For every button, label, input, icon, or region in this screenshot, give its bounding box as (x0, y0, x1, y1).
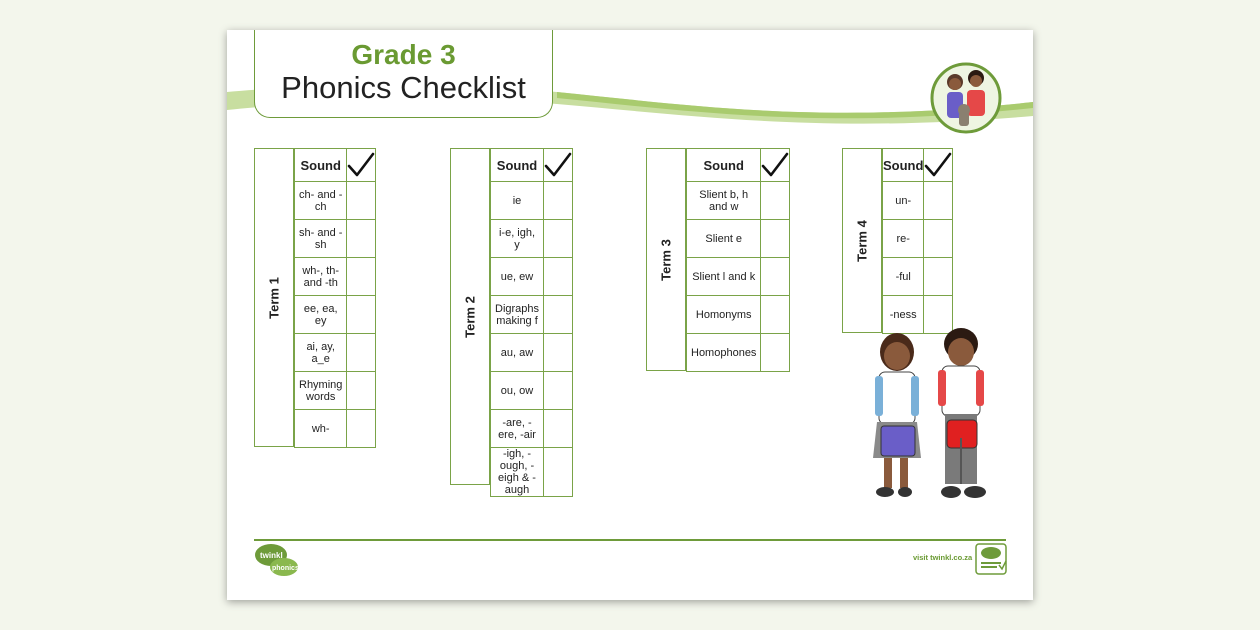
checkbox-cell[interactable] (544, 448, 573, 497)
sound-cell: Slient b, h and w (687, 182, 761, 220)
sound-cell: Slient l and k (687, 258, 761, 296)
term-2-label-cell (450, 148, 490, 485)
check-header (347, 149, 376, 182)
checkbox-cell[interactable] (924, 220, 953, 258)
checkbox-cell[interactable] (761, 220, 790, 258)
svg-text:phonics: phonics (272, 565, 299, 572)
sound-cell: i-e, igh, y (491, 220, 544, 258)
sound-cell: Homonyms (687, 296, 761, 334)
sound-cell: sh- and -sh (295, 220, 347, 258)
term-4-table (882, 148, 953, 334)
checkbox-cell[interactable] (347, 410, 376, 448)
twinkl-phonics-logo (254, 543, 304, 577)
check-header (544, 149, 573, 182)
term-2-table (490, 148, 573, 497)
checkbox-cell[interactable] (347, 220, 376, 258)
checkbox-cell[interactable] (347, 258, 376, 296)
checkbox-cell[interactable] (347, 334, 376, 372)
checkbox-cell[interactable] (924, 182, 953, 220)
checkbox-cell[interactable] (761, 334, 790, 372)
checkbox-cell[interactable] (924, 258, 953, 296)
sound-cell: Homophones (687, 334, 761, 372)
checkbox-cell[interactable] (544, 182, 573, 220)
sound-cell: -ness (883, 296, 924, 334)
tick-icon (544, 152, 572, 178)
kids-avatar-icon (930, 62, 1002, 134)
children-illustration (857, 326, 1001, 510)
quality-approved-badge-icon (975, 543, 1007, 575)
term-3-table (686, 148, 790, 372)
checkbox-cell[interactable] (761, 182, 790, 220)
sound-cell: ou, ow (491, 372, 544, 410)
sound-cell: wh-, th- and -th (295, 258, 347, 296)
checkbox-cell[interactable] (544, 334, 573, 372)
sound-cell: ai, ay, a_e (295, 334, 347, 372)
checkbox-cell[interactable] (347, 296, 376, 334)
footer-divider (254, 539, 1006, 541)
sound-cell: re- (883, 220, 924, 258)
sound-header: Sound (295, 149, 347, 182)
sound-cell: Digraphs making f (491, 296, 544, 334)
checkbox-cell[interactable] (544, 220, 573, 258)
title-box (254, 30, 553, 118)
sound-header: Sound (687, 149, 761, 182)
term-3-label-cell (646, 148, 686, 371)
term-4-label: Term 4 (854, 219, 870, 262)
check-header (761, 149, 790, 182)
tick-icon (924, 152, 952, 178)
term-2-label: Term 2 (462, 295, 478, 338)
checkbox-cell[interactable] (544, 258, 573, 296)
sound-cell: -igh, -ough, -eigh & -augh (491, 448, 544, 497)
term-1-table (294, 148, 376, 448)
checkbox-cell[interactable] (544, 372, 573, 410)
sound-cell: -ful (883, 258, 924, 296)
checkbox-cell[interactable] (761, 296, 790, 334)
svg-text:twinkl: twinkl (260, 551, 283, 560)
term-1-label: Term 1 (266, 276, 282, 319)
checkbox-cell[interactable] (544, 296, 573, 334)
term-3-label: Term 3 (658, 238, 674, 281)
sound-cell: wh- (295, 410, 347, 448)
checkbox-cell[interactable] (347, 182, 376, 220)
check-header (924, 149, 953, 182)
sound-header: Sound (883, 149, 924, 182)
sound-header: Sound (491, 149, 544, 182)
sound-cell: Slient e (687, 220, 761, 258)
sound-cell: Rhyming words (295, 372, 347, 410)
sound-cell: ch- and -ch (295, 182, 347, 220)
term-1-label-cell (254, 148, 294, 447)
grade-title: Grade 3 (351, 39, 456, 70)
sound-cell: un- (883, 182, 924, 220)
sound-cell: ee, ea, ey (295, 296, 347, 334)
tick-icon (347, 152, 375, 178)
tick-icon (761, 152, 789, 178)
sound-cell: ue, ew (491, 258, 544, 296)
term-4-label-cell (842, 148, 882, 333)
sound-cell: au, aw (491, 334, 544, 372)
page-title: Phonics Checklist (281, 70, 526, 105)
sound-cell: ie (491, 182, 544, 220)
checkbox-cell[interactable] (544, 410, 573, 448)
checkbox-cell[interactable] (347, 372, 376, 410)
checkbox-cell[interactable] (761, 258, 790, 296)
sound-cell: -are, -ere, -air (491, 410, 544, 448)
visit-link[interactable]: visit twinkl.co.za (913, 553, 973, 562)
worksheet-page (227, 30, 1033, 600)
